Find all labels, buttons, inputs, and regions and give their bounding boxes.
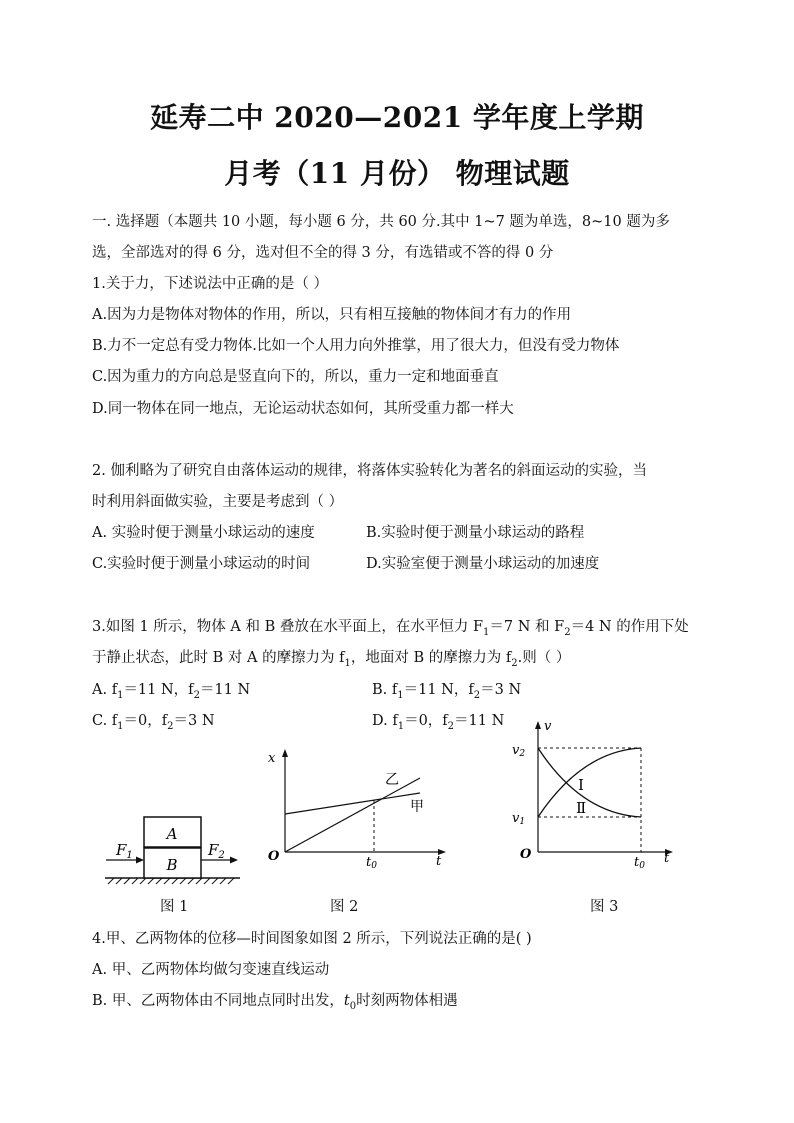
q1-option-d: D.同一物体在同一地点，无论运动状态如何，其所受重力都一样大 — [92, 401, 514, 417]
line-jia — [285, 793, 420, 814]
q3-stem-line-1: 3.如图 1 所示，物体 A 和 B 叠放在水平面上，在水平恒力 $F_1=7$ N 和 $F_2=4$ N 的作用下处 — [92, 619, 689, 638]
curve-2-label: Ⅱ — [576, 799, 587, 817]
figure-2-caption: 图 2 — [330, 899, 359, 915]
q3-option-c: C. $f_1=0$，$f_2=3$ N — [92, 713, 215, 732]
figure-3-graph — [508, 712, 688, 872]
t0-label: t0 — [634, 855, 645, 871]
q1-option-c: C.因为重力的方向总是竖直向下的，所以，重力一定和地面垂直 — [92, 369, 499, 385]
line-yi — [285, 778, 420, 852]
figure-1-caption: 图 1 — [160, 899, 189, 915]
title-line-2: 月考（11 月份） 物理试题 — [224, 157, 570, 190]
section-intro-line-1: 一. 选择题（本题共 10 小题，每小题 6 分，共 60 分.其中 1~7 题为单选，8~10 题为多 — [92, 214, 670, 230]
q2-stem-line-2: 时利用斜面做实验，主要是考虑到（ ） — [92, 494, 344, 510]
q2-option-c: C.实验时便于测量小球运动的时间 — [92, 556, 311, 572]
y-axis-label: v — [544, 719, 552, 734]
section-intro-line-2: 选，全部选对的得 6 分，选对但不全的得 3 分，有选错或不答的得 0 分 — [92, 245, 554, 261]
q3-stem-line-2: 于静止状态，此时 B 对 A 的摩擦力为 $f_1$，地面对 B 的摩擦力为 $f_2$.则（ ） — [92, 650, 571, 669]
q4-option-b: B. 甲、乙两物体由不同地点同时出发，$t_0$时刻两物体相遇 — [92, 993, 458, 1012]
line-yi-label: 乙 — [385, 772, 399, 788]
line-jia-label: 甲 — [410, 799, 424, 815]
curve-2 — [538, 748, 641, 817]
y-axis-arrowhead — [282, 749, 288, 757]
q1-stem: 1.关于力，下述说法中正确的是（ ） — [92, 276, 328, 292]
v2-label: v2 — [512, 743, 526, 759]
q4-option-a: A. 甲、乙两物体均做匀变速直线运动 — [92, 962, 330, 978]
v1-label: v1 — [512, 811, 526, 827]
force-f2-label: $F_2$ — [208, 841, 225, 861]
figure-1-blocks — [100, 805, 250, 885]
force-f2-arrowhead — [230, 857, 238, 864]
q2-option-d: D.实验室便于测量小球运动的加速度 — [366, 556, 600, 572]
origin-label: O — [268, 849, 280, 864]
q2-option-b: B.实验时便于测量小球运动的路程 — [366, 525, 585, 541]
q2-stem-line-1: 2. 伽利略为了研究自由落体运动的规律，将落体实验转化为著名的斜面运动的实验，当 — [92, 463, 647, 479]
q3-option-b: B. $f_1=11$ N，$f_2=3$ N — [372, 682, 522, 701]
q1-option-b: B.力不一定总有受力物体.比如一个人用力向外推掌，用了很大力，但没有受力物体 — [92, 338, 620, 354]
figure-2-graph — [260, 740, 450, 870]
force-f1-label: $F_1$ — [116, 841, 133, 861]
figure-3-caption: 图 3 — [590, 899, 619, 915]
title-line-1: 延寿二中 2020—2021 学年度上学期 — [150, 101, 644, 134]
y-axis-label: x — [268, 751, 276, 766]
t0-label: t0 — [366, 855, 377, 870]
ground-hatch — [108, 878, 234, 884]
q4-stem: 4.甲、乙两物体的位移—时间图象如图 2 所示，下列说法正确的是( ) — [92, 931, 532, 947]
q1-option-a: A.因为力是物体对物体的作用，所以，只有相互接触的物体间才有力的作用 — [92, 307, 572, 323]
block-b-label: B — [166, 856, 178, 874]
q3-option-d: D. $f_1=0$，$f_2=11$ N — [372, 713, 505, 732]
q3-option-a: A. $f_1=11$ N，$f_2=11$ N — [92, 682, 251, 701]
x-axis-label: t — [436, 854, 442, 869]
x-axis-label: t — [664, 851, 670, 866]
curve-1-label: Ⅰ — [578, 776, 584, 794]
curve-1 — [538, 748, 641, 817]
origin-label: O — [520, 847, 532, 862]
q2-option-a: A. 实验时便于测量小球运动的速度 — [92, 525, 315, 541]
force-f1-arrowhead — [136, 857, 144, 864]
y-axis-arrowhead — [535, 721, 541, 729]
block-a-label: A — [166, 825, 178, 843]
